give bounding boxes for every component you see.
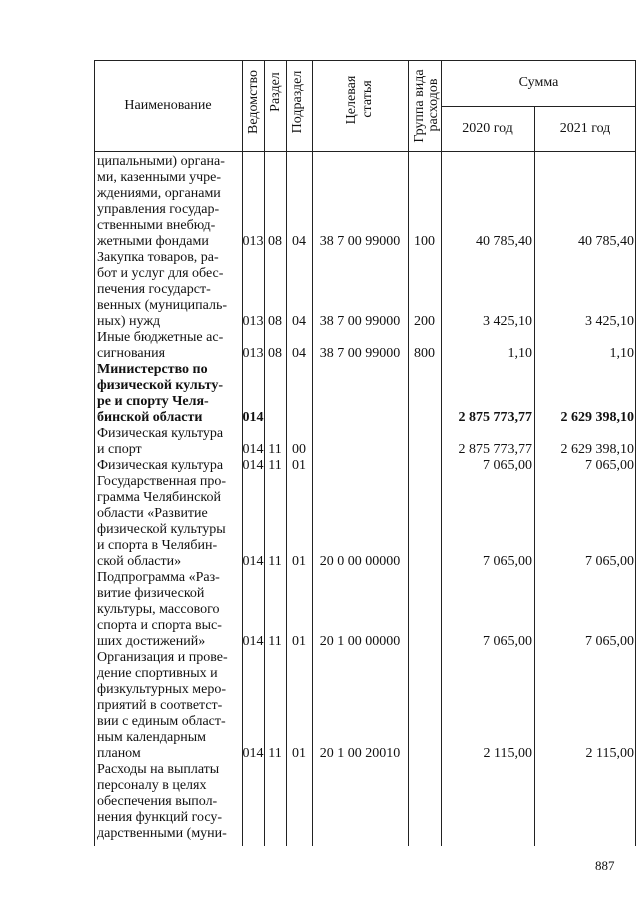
row-ved: 014	[242, 410, 264, 425]
row-tselevaya: 38 7 00 99000	[319, 346, 401, 361]
row-name: Государственная про- грамма Челябинской области «Развитие физической культуры и спорта в Челябин- ской области»	[97, 474, 227, 569]
row-name: Подпрограмма «Раз- витие физической культуры, массового спорта и спорта выс- ших достижений»	[97, 570, 222, 649]
row-sum-2020: 7 065,00	[483, 634, 532, 649]
row-name: Министерство по физической культу- ре и спорту Челя- бинской области	[97, 362, 223, 425]
row-name: Физическая культура	[97, 458, 224, 473]
row-ved: 014	[242, 554, 264, 569]
row-sum-2020: 1,10	[507, 346, 532, 361]
row-tselevaya: 20 1 00 20010	[319, 746, 401, 761]
row-sum-2021: 2 115,00	[585, 746, 634, 761]
row-gruppa: 100	[414, 234, 435, 249]
row-razdel: 11	[268, 442, 282, 457]
row-podrazdel: 04	[292, 234, 306, 249]
row-tselevaya: 38 7 00 99000	[319, 234, 401, 249]
row-sum-2020: 7 065,00	[483, 554, 532, 569]
row-podrazdel: 04	[292, 346, 306, 361]
row-sum-2021: 7 065,00	[585, 458, 634, 473]
col-line-left	[94, 60, 95, 846]
row-ved: 013	[242, 234, 264, 249]
row-razdel: 08	[268, 314, 282, 329]
row-sum-2020: 2 875 773,77	[458, 442, 532, 457]
row-name: Иные бюджетные ас- сигнования	[97, 330, 224, 361]
row-name: Организация и прове- дение спортивных и физкультурных меро- приятий в соответст- вии с единым област- ным календарным планом	[97, 650, 228, 761]
header-podrazdel: Подраздел	[290, 70, 305, 134]
row-sum-2021: 1,10	[609, 346, 634, 361]
header-summa: Сумма	[518, 75, 559, 90]
row-sum-2021: 7 065,00	[585, 634, 634, 649]
row-podrazdel: 01	[292, 554, 306, 569]
row-ved: 014	[242, 458, 264, 473]
row-sum-2020: 40 785,40	[476, 234, 532, 249]
header-year-2020: 2020 год	[462, 121, 513, 136]
row-podrazdel: 04	[292, 314, 306, 329]
row-razdel: 11	[268, 746, 282, 761]
row-podrazdel: 00	[292, 442, 306, 457]
row-ved: 014	[242, 746, 264, 761]
col-line-gruppa	[408, 60, 409, 846]
row-sum-2020: 2 115,00	[483, 746, 532, 761]
header-tselevaya-2: статья	[360, 80, 375, 118]
row-ved: 014	[242, 442, 264, 457]
row-sum-2020: 3 425,10	[483, 314, 532, 329]
row-sum-2021: 3 425,10	[585, 314, 634, 329]
row-podrazdel: 01	[292, 458, 306, 473]
row-name: ципальными) органа- ми, казенными учре- ждениями, органами управления государ- ственными внебюд- жетными фондами	[97, 154, 225, 249]
row-razdel: 11	[268, 554, 282, 569]
row-razdel: 11	[268, 634, 282, 649]
header-gruppa-1: Группа вида	[412, 69, 427, 143]
header-razdel: Раздел	[268, 72, 283, 112]
row-name: Закупка товаров, ра- бот и услуг для обес- печения государст- венных (муниципаль- ных) нужд	[97, 250, 227, 329]
row-sum-2020: 7 065,00	[483, 458, 532, 473]
header-year-2021: 2021 год	[559, 121, 611, 136]
row-ved: 013	[242, 346, 264, 361]
header-name: Наименование	[124, 98, 212, 113]
col-line-right	[635, 60, 636, 846]
row-name: Расходы на выплаты персоналу в целях обеспечения выпол- нения функций госу- дарственными (муни-	[97, 762, 227, 841]
row-sum-2021: 2 629 398,10	[560, 410, 634, 425]
row-tselevaya: 20 0 00 00000	[319, 554, 401, 569]
header-tselevaya-1: Целевая	[344, 75, 359, 125]
row-sum-2020: 2 875 773,77	[458, 410, 532, 425]
row-tselevaya: 20 1 00 00000	[319, 634, 401, 649]
row-tselevaya: 38 7 00 99000	[319, 314, 401, 329]
row-sum-2021: 7 065,00	[585, 554, 634, 569]
row-name: Физическая культура и спорт	[97, 426, 224, 457]
row-gruppa: 800	[414, 346, 435, 361]
row-razdel: 08	[268, 234, 282, 249]
header-vedomstvo: Ведомство	[246, 70, 261, 134]
row-gruppa: 200	[414, 314, 435, 329]
row-sum-2021: 2 629 398,10	[560, 442, 634, 457]
row-razdel: 08	[268, 346, 282, 361]
col-line-sum2021	[534, 106, 535, 846]
page-number: 887	[595, 858, 615, 873]
row-ved: 014	[242, 634, 264, 649]
row-razdel: 11	[268, 458, 282, 473]
row-podrazdel: 01	[292, 746, 306, 761]
row-ved: 013	[242, 314, 264, 329]
header-gruppa-2: расходов	[426, 78, 441, 132]
row-sum-2021: 40 785,40	[578, 234, 634, 249]
col-line-tselevaya	[312, 60, 313, 846]
row-podrazdel: 01	[292, 634, 306, 649]
